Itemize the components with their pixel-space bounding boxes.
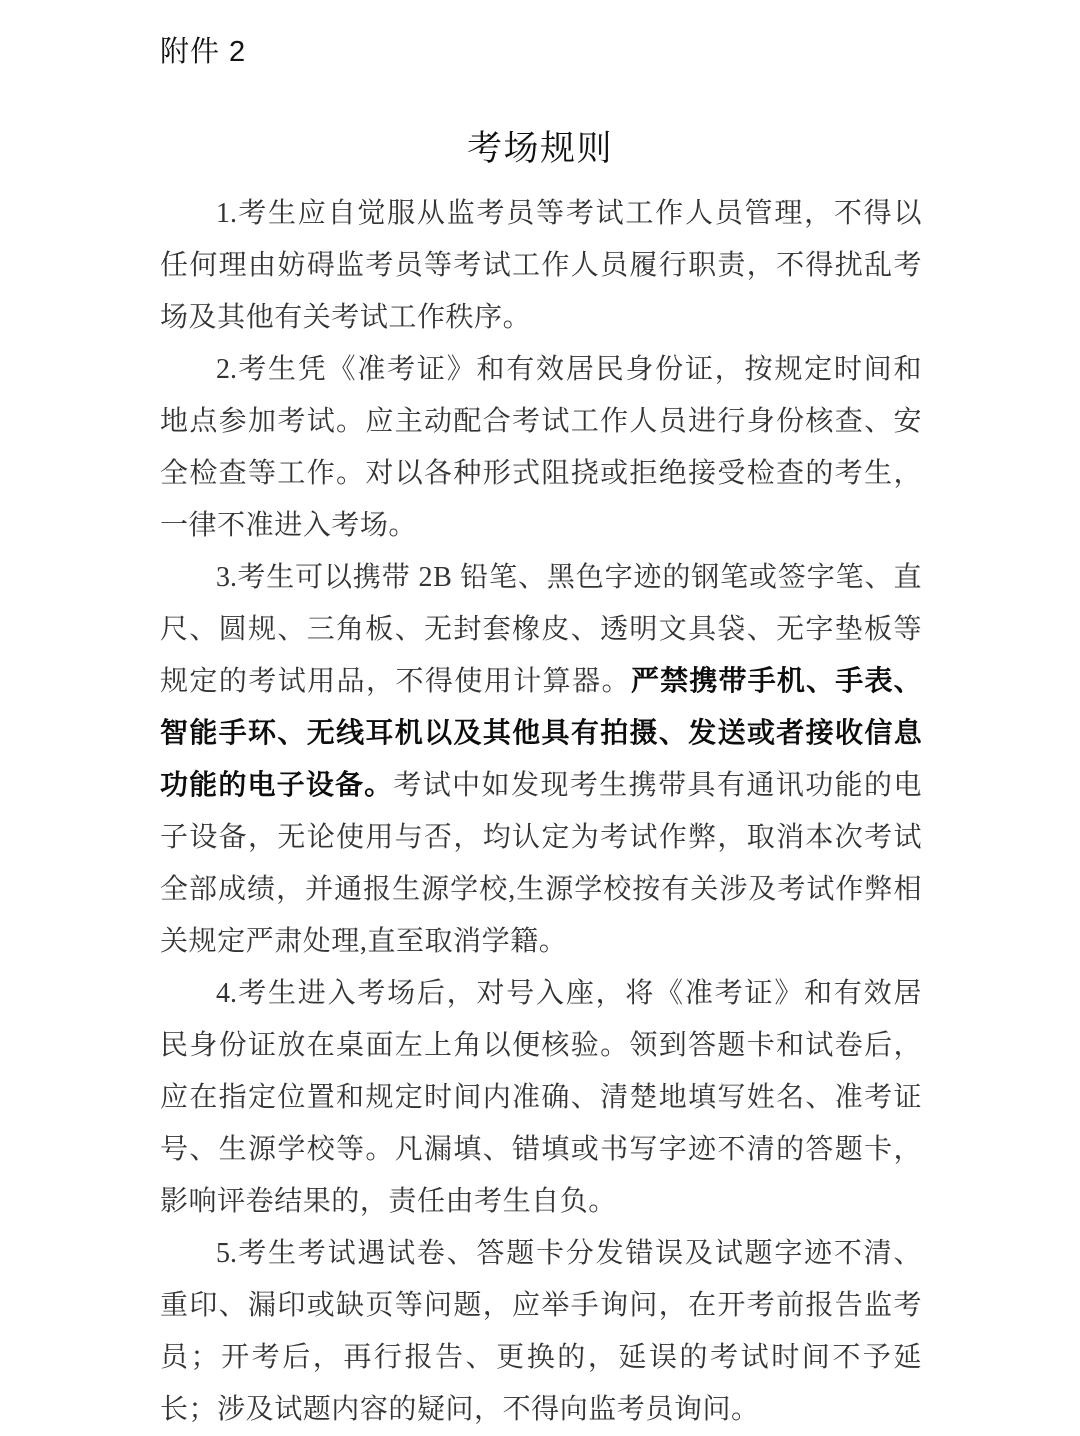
rule-text-4: 考生进入考场后，对号入座，将《准考证》和有效居民身份证放在桌面左上角以便核验。领到答题卡和试卷后，应在指定位置和规定时间内准确、清楚地填写姓名、准考证号、生源学校等。凡漏填、错填或书写字迹不清的答题卡，影响评卷结果的，责任由考生自负。: [160, 978, 922, 1217]
attachment-label: 附件 2: [160, 36, 247, 68]
rule-number-5: 5.: [216, 1238, 237, 1269]
rule-text-5: 考生考试遇试卷、答题卡分发错误及试题字迹不清、重印、漏印或缺页等问题，应举手询问，在开考前报告监考员；开考后，再行报告、更换的，延误的考试时间不予延长；涉及试题内容的疑问，不得向监考员询问。: [160, 1238, 922, 1425]
page-title: 考场规则: [466, 129, 613, 168]
rule-text-3-emphasis: 严禁携带手机、手表、智能手环、无线耳机以及其他具有拍摄、发送或者接收信息功能的电子设备。: [160, 666, 922, 801]
rule-number-3: 3.: [216, 562, 237, 593]
rule-number-4: 4.: [216, 978, 237, 1009]
rule-number-1: 1.: [216, 198, 237, 229]
rule-paragraph-4: [160, 968, 922, 1228]
rule-text-1: 考生应自觉服从监考员等考试工作人员管理，不得以任何理由妨碍监考员等考试工作人员履行职责，不得扰乱考场及其他有关考试工作秩序。: [160, 198, 922, 333]
rule-paragraph-2: [160, 344, 922, 552]
rule-number-2: 2.: [216, 354, 237, 385]
rule-text-3-before: 考生可以携带 2B 铅笔、黑色字迹的钢笔或签字笔、直尺、圆规、三角板、无封套橡皮、透明文具袋、无字垫板等规定的考试用品，不得使用计算器。: [160, 562, 922, 697]
rule-text-3-after: 考试中如发现考生携带具有通讯功能的电子设备，无论使用与否，均认定为考试作弊，取消本次考试全部成绩，并通报生源学校,生源学校按有关涉及考试作弊相关规定严肃处理,直至取消学籍。: [160, 770, 922, 957]
rule-paragraph-1: [160, 188, 922, 344]
rule-paragraph-5: [160, 1228, 922, 1436]
rule-paragraph-3: [160, 552, 922, 968]
rule-text-2: 考生凭《准考证》和有效居民身份证，按规定时间和地点参加考试。应主动配合考试工作人员进行身份核查、安全检查等工作。对以各种形式阻挠或拒绝接受检查的考生，一律不准进入考场。: [160, 354, 922, 541]
document-body: [160, 188, 922, 1436]
